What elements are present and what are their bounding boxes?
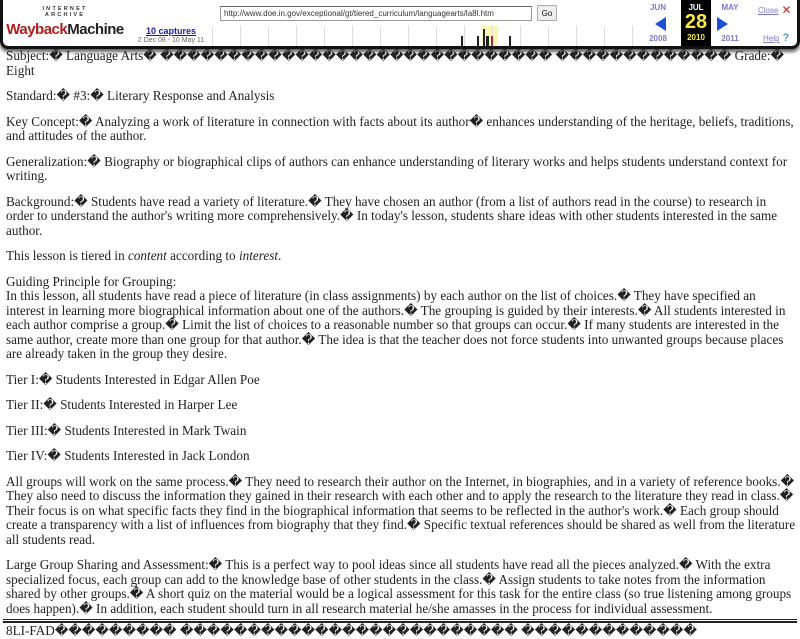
help-button[interactable]	[763, 32, 789, 44]
tiered-content: content	[127, 248, 167, 263]
prev-year-label[interactable]: 2008	[649, 34, 667, 43]
tier-2: Tier II:� Students Interested in Harper Lee	[6, 397, 238, 412]
timeline-gridline	[268, 26, 269, 46]
prev-month-column	[643, 0, 673, 12]
arrow-left-icon[interactable]	[655, 17, 666, 31]
prev-year-column	[643, 34, 673, 43]
assessment-paragraph: Large Group Sharing and Assessment:� This is a perfect way to pool ideas since all students have read all the pieces analyzed.� With the extra specialized focus, each group can add to the knowledge base of other students in the class.� Assign students to take notes from the information shared by other groups.� A short quiz on the material would be a logical assessment for this task for the entire class (so true listening among groups does happen).� In addition, each student should turn in all research material he/she amasses in the process for individual assessment.	[6, 557, 792, 616]
timeline-gridline	[380, 26, 381, 46]
timeline-gridline	[296, 26, 297, 46]
timeline-gridline	[576, 26, 577, 46]
tiered-prefix: This lesson is tiered in	[6, 248, 128, 263]
close-link[interactable]: Close	[758, 5, 779, 15]
timeline-gridline	[352, 26, 353, 46]
guiding-title: Guiding Principle for Grouping:	[6, 273, 177, 289]
timeline-gridline	[212, 26, 213, 46]
current-month-label: JUL	[688, 3, 704, 12]
tiered-interest: interest	[238, 248, 279, 263]
help-link[interactable]: Help	[763, 33, 780, 43]
current-capture-column	[681, 0, 711, 46]
tiered-suffix: .	[278, 248, 282, 263]
timeline-gridline	[408, 26, 409, 46]
next-month-column	[715, 0, 745, 12]
subject-line: Subject:� Language Arts� ����������������������������� ������������� Grade:� Eight	[6, 48, 785, 78]
archived-document	[6, 49, 796, 639]
captures-link[interactable]: 10 captures	[145, 26, 197, 36]
capture-calendar	[643, 0, 749, 46]
timeline-capture-bar	[483, 29, 485, 46]
url-input[interactable]	[220, 6, 532, 21]
key-concept: Key Concept:� Analyzing a work of literature in connection with facts about its author� enhances understanding of the heritage, beliefs, traditions, and attitudes of the author.	[6, 113, 794, 143]
tier-1: Tier I:� Students Interested in Edgar Allen Poe	[6, 371, 260, 387]
timeline-gridline	[240, 26, 241, 46]
wayback-toolbar	[0, 0, 800, 49]
go-button[interactable]: Go	[537, 5, 557, 21]
process-paragraph: All groups will work on the same process.� They need to research their author on the Internet, in biographies, and in a variety of reference books.� They also need to discuss the information they gained in their research with each other and to apply the research to the literature they read in class.� Their focus is on what specific facts they find in the biographical information that seems to be reflected in the author's work.� Each group should create a transparency with a list of influences from biography that they find.� Specific textual references should be shared as well from the literature all students read.	[6, 473, 796, 547]
url-bar	[220, 5, 557, 21]
footer-code: 8LI-FAD��������� ������������������������� �������������	[6, 623, 697, 638]
current-day-label: 28	[684, 11, 708, 33]
prev-month-label[interactable]: JUN	[649, 3, 666, 12]
next-month-label[interactable]: MAY	[721, 3, 739, 12]
wayback-logo[interactable]	[6, 6, 124, 38]
timeline-capture-bar	[461, 36, 463, 46]
logo-wordmark	[6, 20, 124, 38]
logo-way: Wayback	[6, 20, 68, 38]
logo-machine: Machine	[67, 20, 124, 38]
timeline-capture-bar	[486, 36, 489, 46]
background: Background:� Students have read a variety of literature.� They have chosen an author (from a list of authors read in the course) to research in order to understand the author's writing more comprehensively.� In today's lesson, students share ideas with other students interested in the same author.	[6, 193, 778, 238]
captures-info	[131, 26, 211, 44]
close-x-icon[interactable]: ✕	[781, 3, 792, 17]
timeline-capture-bar	[509, 36, 511, 46]
captures-range: 2 Dec 08 - 10 May 11	[137, 37, 205, 44]
generalization: Generalization:� Biography or biographical clips of authors can enhance understanding of literary works and helps students understand context for writing.	[6, 153, 788, 183]
timeline-gridline	[436, 26, 437, 46]
next-year-label: 2011	[721, 34, 739, 43]
tier-4: Tier IV:� Students Interested in Jack London	[6, 448, 250, 463]
timeline-gridline	[632, 26, 633, 46]
horizontal-rule	[3, 619, 797, 623]
guiding-body: In this lesson, all students have read a piece of literature (in class assignments) by each author on the list of choices.� They have specified an interest in learning more biographical information about one of the authors.� The grouping is guided by their interests.� All students interested in each author comprise a group.� Limit the list of choices to a reasonable number so that groups can occur.� If many students are interested in the same author, create more than one group for that author.� The idea is that the teacher does not force students into unwanted groups because places are already taken in the group they desire.	[6, 288, 786, 361]
timeline-gridline	[464, 26, 465, 46]
tiered-statement	[6, 249, 796, 264]
standard-line: Standard:� #3:� Literary Response and Analysis	[6, 88, 275, 103]
logo-caption: INTERNET ARCHIVE	[42, 6, 88, 18]
next-year-column	[715, 34, 745, 43]
timeline-gridline	[324, 26, 325, 46]
timeline-gridline	[520, 26, 521, 46]
question-icon[interactable]: ?	[782, 32, 790, 44]
tiered-middle: according to	[166, 248, 239, 263]
timeline-gridline	[548, 26, 549, 46]
timeline-capture-bar	[477, 36, 479, 46]
tier-3: Tier III:� Students Interested in Mark Twain	[6, 422, 247, 438]
current-year-label: 2010	[687, 33, 705, 42]
arrow-right-icon[interactable]	[717, 17, 728, 31]
timeline-capture-bar-current	[491, 36, 493, 46]
capture-timeline[interactable]	[212, 23, 634, 47]
timeline-gridline	[604, 26, 605, 46]
guiding-principle	[6, 275, 796, 362]
close-button[interactable]	[758, 5, 792, 15]
